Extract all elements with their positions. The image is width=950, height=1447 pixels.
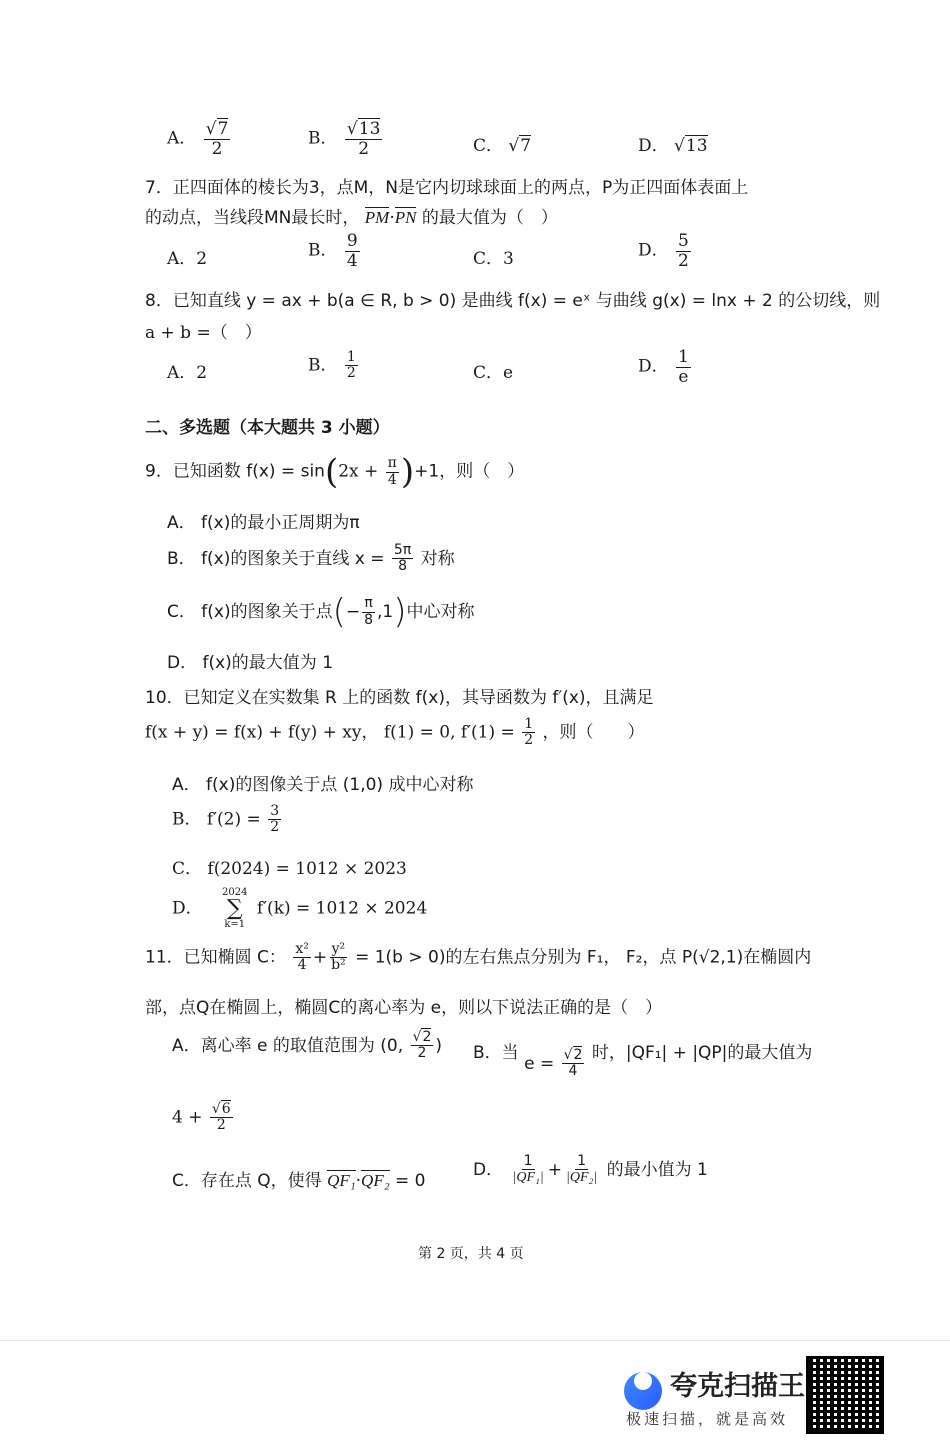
denominator: 2 [678, 250, 689, 271]
q11-a-end: ) [435, 1035, 443, 1056]
q7-line2 [145, 203, 558, 228]
radicand: 2 [422, 1029, 432, 1045]
q8-option-a [167, 358, 207, 383]
option-label: A． [167, 363, 197, 383]
q11-d-end: 的最小值为 1 [606, 1159, 708, 1180]
q9-c-start: C． f(x)的图象关于点 [167, 602, 333, 622]
denominator: 4 [387, 471, 397, 488]
q9-option-a: A． f(x)的最小正周期为π [167, 513, 360, 533]
q11-b-end: 时，|QF₁| + |QP|的最大值为 [591, 1043, 813, 1063]
q9-b-end: 对称 [420, 548, 455, 569]
q11-c-end: = 0 [395, 1171, 426, 1191]
q10-option-b [172, 804, 283, 836]
option-label: B． [308, 355, 338, 376]
option-label: D． [172, 898, 203, 919]
sum-upper-limit: 2024 [222, 887, 248, 898]
q6-option-b: B． $\frac{√13}{2}$ [308, 119, 381, 159]
q8-line1: 8．已知直线 y = ax + b(a ∈ R, b > 0) 是曲线 f(x) = eˣ 与曲线 g(x) = lnx + 2 的公切线，则 [145, 291, 881, 311]
eccentricity-expression: e = $\frac{√2}{4}$ [524, 1047, 583, 1080]
point-coord: ,1 [377, 602, 394, 622]
q8-line2: a + b =（ ） [145, 323, 262, 343]
denominator: 2 [358, 138, 370, 159]
numerator: y² [331, 941, 346, 957]
option-label: D． [638, 136, 669, 156]
q11-line1 [145, 942, 811, 974]
q7-line1: 7．正四面体的棱长为3，点M，N是它内切球球面上的两点，P为正四面体表面上 [145, 178, 749, 198]
radicand: 7 [217, 119, 229, 139]
denominator: 8 [364, 611, 374, 628]
four-plus: 4 + [172, 1107, 203, 1128]
option-value: 3 [503, 249, 514, 269]
option-value: e [503, 363, 514, 383]
denominator: 4 [568, 1063, 578, 1080]
denominator: 8 [398, 558, 408, 575]
q7-line2-start: 的动点，当线段MN最长时， [145, 208, 360, 228]
q10-line2-end: ，则（ ） [542, 722, 645, 743]
numerator: 1 [523, 1153, 533, 1169]
q10-line2-start: f(x + y) = f(x) + f(y) + xy， f(1) = 0, f′(1) = [145, 722, 515, 743]
q11-option-b [473, 1038, 812, 1080]
q8-option-d [638, 348, 693, 386]
q8-option-c [473, 358, 513, 383]
q9-inner: 2x + [338, 461, 379, 482]
e-equals: e = [524, 1053, 555, 1074]
denominator: 4 [297, 957, 307, 974]
q9-stem-end: +1，则（ ） [414, 461, 525, 482]
option-value: 2 [196, 249, 208, 269]
q11-line2: 部，点Q在椭圆上，椭圆C的离心率为 e，则以下说法正确的是（ ） [145, 998, 663, 1018]
q11-a-start: A．离心率 e 的取值范围为 (0, [172, 1035, 404, 1056]
numerator: 1 [577, 1153, 587, 1169]
q11-c-start: C．存在点 Q，使得 [172, 1171, 322, 1191]
numerator: x² [295, 941, 309, 957]
qr-code-icon [806, 1356, 884, 1434]
denominator: b² [331, 957, 346, 974]
section-heading-multiple-choice: 二、多选题（本大题共 3 小题） [145, 418, 390, 438]
option-label: C． [473, 249, 504, 269]
q11-start: 11．已知椭圆 C： [145, 947, 286, 968]
vector-qf2: QF₂ [361, 1171, 390, 1190]
q7-option-a [167, 244, 207, 269]
minus-sign: − [345, 602, 361, 622]
sum-expression: f′(k) = 1012 × 2024 [256, 898, 428, 919]
summation [222, 888, 247, 930]
dot-operator: · [389, 208, 395, 228]
option-value: 2 [196, 363, 208, 383]
q11-option-a: A．离心率 e 的取值范围为 (0, $\frac{√2}{2}$ ) [172, 1029, 443, 1062]
q10-b-start: B． f′(2) = [172, 809, 261, 830]
right-paren: ) [393, 592, 407, 632]
q10-line2 [145, 717, 645, 749]
option-label: D． [473, 1159, 504, 1180]
denominator: e [678, 366, 689, 387]
option-label: A． [167, 249, 197, 269]
option-label: C． [473, 363, 504, 383]
q10-option-a: A． f(x)的图像关于点 (1,0) 成中心对称 [172, 775, 474, 795]
q11-option-c: C．存在点 Q，使得 QF₁·QF₂ = 0 [172, 1171, 426, 1191]
radicand: 7 [520, 136, 532, 156]
q10-option-c: C． f(2024) = 1012 × 2023 [172, 859, 407, 879]
denominator: |QF₁| [512, 1170, 544, 1186]
radicand: 2 [573, 1047, 583, 1063]
q7-option-b [308, 232, 362, 270]
q9-b-start: B． f(x)的图象关于直线 x = [167, 548, 385, 569]
q7-line2-end: 的最大值为（ ） [421, 208, 558, 228]
denominator: 2 [270, 819, 280, 836]
numerator: 1 [524, 716, 534, 732]
radicand: 6 [221, 1101, 231, 1117]
numerator: π [387, 455, 397, 472]
option-label: B． [308, 128, 338, 149]
denominator: 2 [211, 138, 223, 159]
denominator: 2 [216, 1117, 226, 1134]
option-label: D． [638, 356, 669, 377]
numerator: π [364, 595, 373, 612]
q9-option-d: D． f(x)的最大值为 1 [167, 653, 334, 673]
page-number: 第 2 页，共 4 页 [418, 1246, 524, 1262]
q6-option-d: D． √13 [638, 136, 708, 156]
vector-pn: PN [394, 208, 417, 227]
vector-pm: PM [364, 208, 390, 227]
sigma-symbol: ∑ [226, 896, 243, 921]
option-label: D． [638, 240, 669, 261]
numerator: 3 [270, 803, 280, 819]
right-paren: ) [400, 452, 415, 492]
denominator: 2 [417, 1045, 427, 1062]
q9-stem-start: 9．已知函数 f(x) = sin [145, 461, 325, 482]
footer-divider [0, 1340, 950, 1341]
q6-option-c: C． √7 [473, 136, 532, 156]
numerator: 1 [346, 349, 356, 365]
q7-option-c [473, 244, 514, 269]
q8-option-b [308, 350, 360, 382]
option-label: B． [308, 240, 338, 261]
q9-option-b [167, 543, 455, 575]
option-label: A． [167, 128, 197, 149]
left-paren: ( [332, 592, 346, 632]
brand-name: 夸克扫描王 [670, 1371, 805, 1402]
q9-stem [145, 452, 524, 492]
plus-sign: + [312, 947, 328, 968]
numerator: 9 [346, 231, 358, 251]
q7-option-d [638, 232, 693, 270]
q10-line1: 10．已知定义在实数集 R 上的函数 f(x)，其导函数为 f′(x)，且满足 [145, 688, 654, 708]
q6-option-a: A． $\frac{√7}{2}$ [167, 119, 229, 159]
radicand: 13 [685, 136, 708, 156]
vector-qf1: QF₁ [327, 1171, 356, 1190]
brand-slogan: 极速扫描，就是高效 [626, 1410, 789, 1428]
scanner-logo-icon [624, 1362, 662, 1410]
q9-option-c [167, 592, 475, 632]
option-label: C． [473, 136, 504, 156]
q10-option-d [172, 888, 427, 930]
q11-option-b-continued: 4 + $\frac{√6}{2}$ [172, 1101, 231, 1134]
numerator: 1 [678, 347, 689, 367]
sum-lower-limit: k=1 [224, 919, 246, 930]
numerator: 5π [393, 542, 412, 558]
left-paren: ( [324, 452, 339, 492]
numerator: 5 [678, 231, 689, 251]
radicand: 13 [358, 119, 381, 139]
denominator: 2 [524, 732, 534, 749]
q11-option-d: D． $\frac{1}{\text{|QF₁|}}$ + $\frac{1}{\text{|QF₂|}}$ 的最小值为 1 [473, 1153, 708, 1186]
q11-line1-end: = 1(b > 0)的左右焦点分别为 F₁， F₂，点 P(√2,1)在椭圆内 [355, 947, 812, 968]
denominator: 2 [346, 365, 356, 382]
q11-b-start: B．当 [473, 1043, 519, 1063]
denominator: 4 [346, 250, 358, 271]
denominator: |QF₂| [565, 1170, 598, 1186]
q9-c-end: 中心对称 [406, 602, 475, 622]
